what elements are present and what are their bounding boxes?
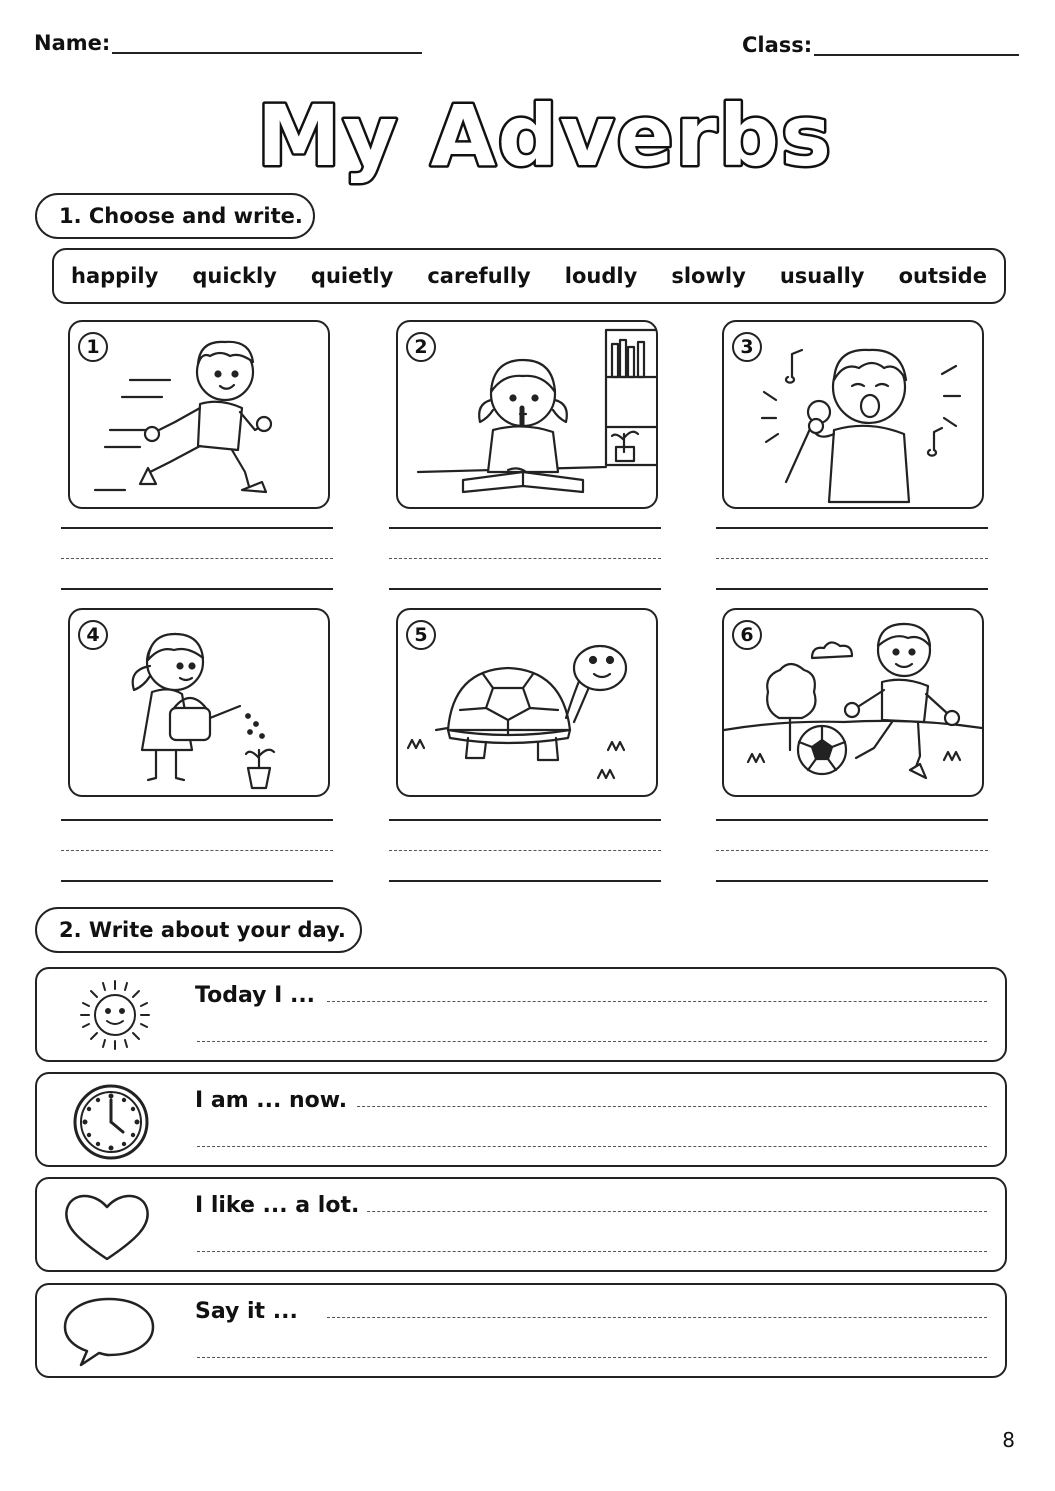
picture-card-3	[722, 320, 984, 509]
answer-line[interactable]	[327, 1211, 987, 1212]
picture-card-5	[396, 608, 658, 797]
word-bank-item: happily	[71, 264, 159, 288]
picture-card-1	[68, 320, 330, 509]
picture-card-2	[396, 320, 658, 509]
name-label: Name:	[34, 31, 111, 55]
day-prompt-box-3	[35, 1177, 1007, 1272]
section1-heading: 1. Choose and write.	[35, 193, 315, 239]
soccer-boy-icon	[724, 610, 982, 795]
clock-icon	[57, 1082, 157, 1160]
answer-line[interactable]	[327, 1001, 987, 1002]
word-bank-item: carefully	[427, 264, 531, 288]
picture-number: 3	[732, 332, 762, 362]
answer-line[interactable]	[197, 1251, 987, 1252]
sun-icon	[57, 977, 157, 1055]
answer-line[interactable]	[197, 1357, 987, 1358]
turtle-icon	[398, 610, 656, 795]
word-bank-item: loudly	[564, 264, 638, 288]
page-title	[0, 70, 1055, 200]
name-field[interactable]	[112, 52, 422, 54]
heart-icon	[57, 1187, 157, 1265]
page-number: 8	[1002, 1428, 1015, 1452]
answer-line[interactable]	[197, 1041, 987, 1042]
watering-girl-icon	[70, 610, 328, 795]
day-prompt-box-2	[35, 1072, 1007, 1167]
picture-number: 5	[406, 620, 436, 650]
quiet-reading-girl-icon	[398, 322, 656, 507]
picture-card-4	[68, 608, 330, 797]
speech-bubble-icon	[57, 1293, 157, 1371]
svg-text:My Adverbs: My Adverbs	[256, 87, 834, 185]
day-prompt-box-4	[35, 1283, 1007, 1378]
word-bank-item: outside	[898, 264, 987, 288]
section2-heading: 2. Write about your day.	[35, 907, 362, 953]
word-bank-item: usually	[779, 264, 865, 288]
day-prompt-text: Say it ...	[195, 1299, 306, 1324]
picture-number: 2	[406, 332, 436, 362]
class-label: Class:	[742, 33, 813, 57]
running-boy-icon	[70, 322, 328, 507]
class-field[interactable]	[814, 54, 1019, 56]
word-bank-item: quietly	[310, 264, 394, 288]
picture-number: 1	[78, 332, 108, 362]
picture-number: 6	[732, 620, 762, 650]
picture-card-6	[722, 608, 984, 797]
picture-number: 4	[78, 620, 108, 650]
word-bank	[52, 248, 1006, 304]
day-prompt-text: I am ... now.	[195, 1088, 355, 1113]
answer-line[interactable]	[197, 1146, 987, 1147]
word-bank-item: slowly	[671, 264, 746, 288]
answer-line[interactable]	[327, 1106, 987, 1107]
word-bank-item: quickly	[192, 264, 277, 288]
day-prompt-text: Today I ...	[195, 983, 323, 1008]
answer-line[interactable]	[327, 1317, 987, 1318]
day-prompt-box-1	[35, 967, 1007, 1062]
day-prompt-text: I like ... a lot.	[195, 1193, 367, 1218]
singing-boy-icon	[724, 322, 982, 507]
